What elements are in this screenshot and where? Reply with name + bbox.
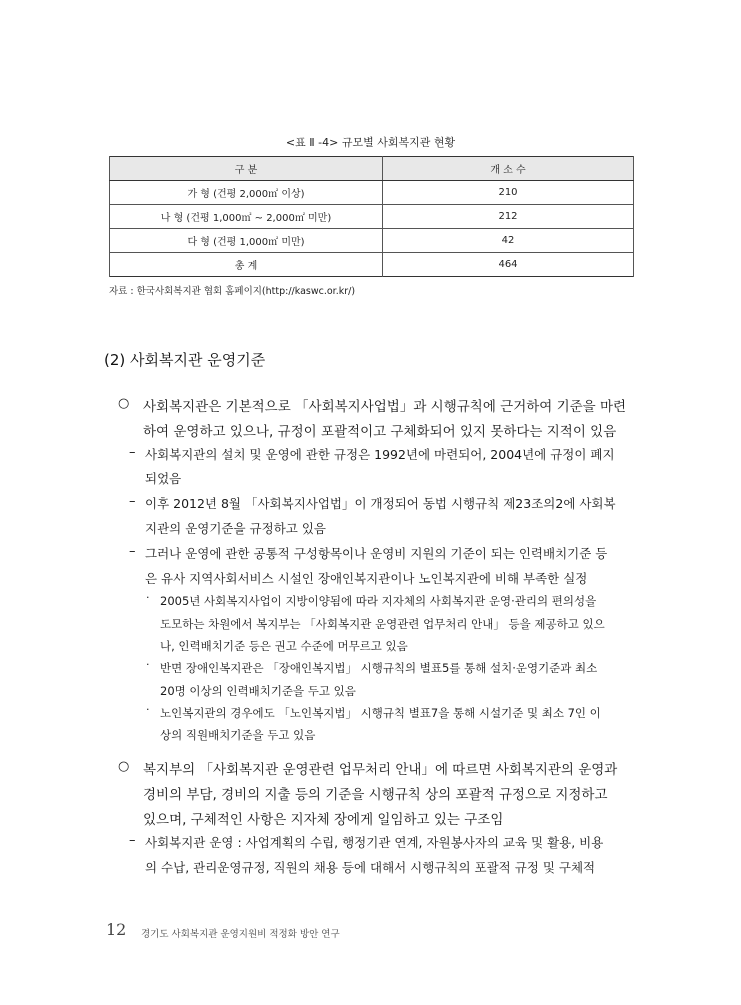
table-cell-count: 210 xyxy=(383,181,634,205)
table-cell-count: 464 xyxy=(383,253,634,277)
body-line: 이후 2012년 8월 「사회복지사업법」이 개정되어 동법 시행규칙 제23조의2에 사회복 xyxy=(145,496,616,511)
body-line: 사회복지관은 기본적으로 「사회복지사업법」과 시행규칙에 근거하여 기준을 마련 xyxy=(143,399,627,415)
running-footer-title: 경기도 사회복지관 운영지원비 적정화 방안 연구 xyxy=(141,929,340,940)
table-source-note: 자료 : 한국사회복지관 협회 홈페이지(http://kaswc.or.kr/) xyxy=(109,286,356,297)
body-line: 20명 이상의 인력배치기준을 두고 있음 xyxy=(160,684,356,698)
body-line: 2005년 사회복지사업이 지방이양됨에 따라 지자체의 사회복지관 운영·관리의 편의성을 xyxy=(160,594,597,608)
table-row xyxy=(110,205,634,229)
table-row xyxy=(110,181,634,205)
dot-bullet: · xyxy=(146,703,150,716)
body-line: 반면 장애인복지관은 「장애인복지법」 시행규칙의 별표5를 통해 설치·운영기준과 최소 xyxy=(160,661,598,675)
table-cell-category: 가 형 (건평 2,000㎡ 이상) xyxy=(110,181,383,205)
table-row xyxy=(110,229,634,253)
body-line: 복지부의 「사회복지관 운영관련 업무처리 안내」에 따르면 사회복지관의 운영과 xyxy=(143,762,618,778)
dash-bullet: – xyxy=(129,494,136,509)
body-line: 경비의 부담, 경비의 지출 등의 기준을 시행규칙 상의 포괄적 규정으로 지정하고 xyxy=(143,787,608,803)
body-line: 은 유사 지역사회서비스 시설인 장애인복지관이나 노인복지관에 비해 부족한 실정 xyxy=(145,571,588,586)
facility-size-table xyxy=(109,156,634,277)
body-line: 하여 운영하고 있으나, 규정이 포괄적이고 구체화되어 있지 못하다는 지적이 있음 xyxy=(143,424,617,440)
dash-bullet: – xyxy=(129,833,136,848)
table-row-total xyxy=(110,253,634,277)
table-cell-category: 다 형 (건평 1,000㎡ 미만) xyxy=(110,229,383,253)
table-cell-category: 총 계 xyxy=(110,253,383,277)
body-line: 지관의 운영기준을 규정하고 있음 xyxy=(145,521,326,536)
dot-bullet: · xyxy=(146,591,150,604)
dash-bullet: – xyxy=(129,445,136,460)
table-cell-count: 212 xyxy=(383,205,634,229)
table-caption: <표 Ⅱ -4> 규모별 사회복지관 현황 xyxy=(285,136,456,149)
body-line: 상의 직원배치기준을 두고 있음 xyxy=(160,728,316,742)
body-line: 도모하는 차원에서 복지부는 「사회복지관 운영관련 업무처리 안내」 등을 제공하고 있으 xyxy=(160,617,605,631)
column-header-count: 개 소 수 xyxy=(383,157,634,181)
column-header-category: 구 분 xyxy=(110,157,383,181)
body-line: 노인복지관의 경우에도 「노인복지법」 시행규칙 별표7을 통해 시설기준 및 최소 7인 이 xyxy=(160,706,601,720)
body-line: 나, 인력배치기준 등은 권고 수준에 머무르고 있음 xyxy=(160,639,408,653)
body-line: 의 수납, 관리운영규정, 직원의 채용 등에 대해서 시행규칙의 포괄적 규정 및 구체적 xyxy=(145,860,596,875)
section-title: (2) 사회복지관 운영기준 xyxy=(104,351,266,369)
dash-bullet: – xyxy=(129,544,136,559)
table-header-row xyxy=(110,157,634,181)
dot-bullet: · xyxy=(146,658,150,671)
table-cell-count: 42 xyxy=(383,229,634,253)
body-line: 있으며, 구체적인 사항은 지자체 장에게 일임하고 있는 구조임 xyxy=(143,812,504,828)
body-line: 사회복지관의 설치 및 운영에 관한 규정은 1992년에 마련되어, 2004년에 규정이 폐지 xyxy=(145,447,615,462)
body-line: 사회복지관 운영 : 사업계획의 수립, 행정기관 연계, 자원봉사자의 교육 및 활용, 비용 xyxy=(145,835,604,850)
page-number: 12 xyxy=(106,920,127,939)
circle-bullet: ○ xyxy=(118,759,130,774)
circle-bullet: ○ xyxy=(118,396,130,411)
table-cell-category: 나 형 (건평 1,000㎡ ~ 2,000㎡ 미만) xyxy=(110,205,383,229)
body-line: 되었음 xyxy=(145,471,182,486)
body-line: 그러나 운영에 관한 공통적 구성항목이나 운영비 지원의 기준이 되는 인력배치기준 등 xyxy=(145,546,608,561)
